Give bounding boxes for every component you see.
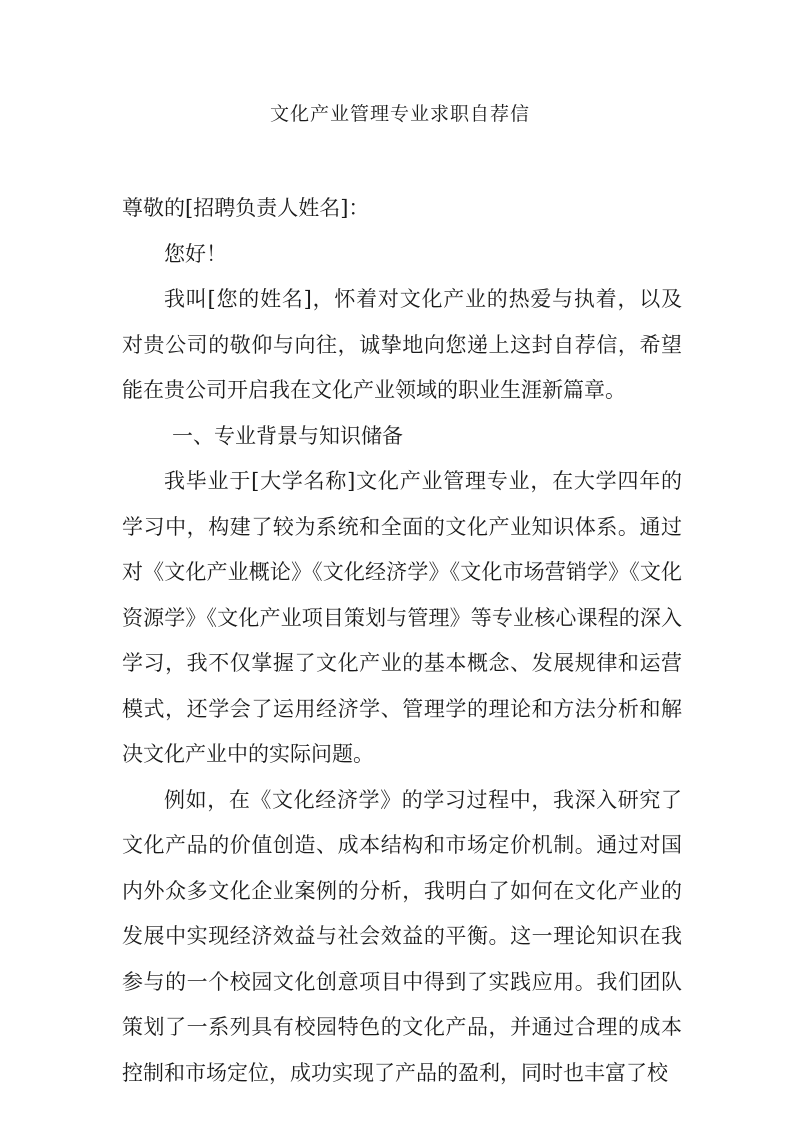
intro-paragraph: 我叫[您的姓名]，怀着对文化产业的热爱与执着，以及对贵公司的敬仰与向往，诚挚地向您递上这封自荐信，希望能在贵公司开启我在文化产业领域的职业生涯新篇章。 <box>122 287 682 402</box>
salutation: 尊敬的[招聘负责人姓名]： <box>122 196 370 220</box>
greeting: 您好！ <box>164 241 227 266</box>
section-heading: 一、专业背景与知识储备 <box>172 423 403 448</box>
section-paragraph: 我毕业于[大学名称]文化产业管理专业，在大学四年的学习中，构建了较为系统和全面的文化产业知识体系。通过对《文化产业概论》《文化经济学》《文化市场营销学》《文化资源学》《文化产业项目策划与管理》等专业核心课程的深入学习，我不仅掌握了文化产业的基本概念、发展规律和运营模式，还学会了运用经济学、管理学的理论和方法分析和解决文化产业中的实际问题。 <box>122 469 682 766</box>
letter-body <box>122 186 682 1096</box>
section-paragraph: 例如，在《文化经济学》的学习过程中，我深入研究了文化产品的价值创造、成本结构和市场定价机制。通过对国内外众多文化企业案例的分析，我明白了如何在文化产业的发展中实现经济效益与社会效益的平衡。这一理论知识在我参与的一个校园文化创意项目中得到了实践应用。我们团队策划了一系列具有校园特色的文化产品，并通过合理的成本控制和市场定位，成功实现了产品的盈利，同时也丰富了校 <box>122 787 682 1085</box>
document-title: 文化产业管理专业求职自荐信 <box>269 103 530 125</box>
